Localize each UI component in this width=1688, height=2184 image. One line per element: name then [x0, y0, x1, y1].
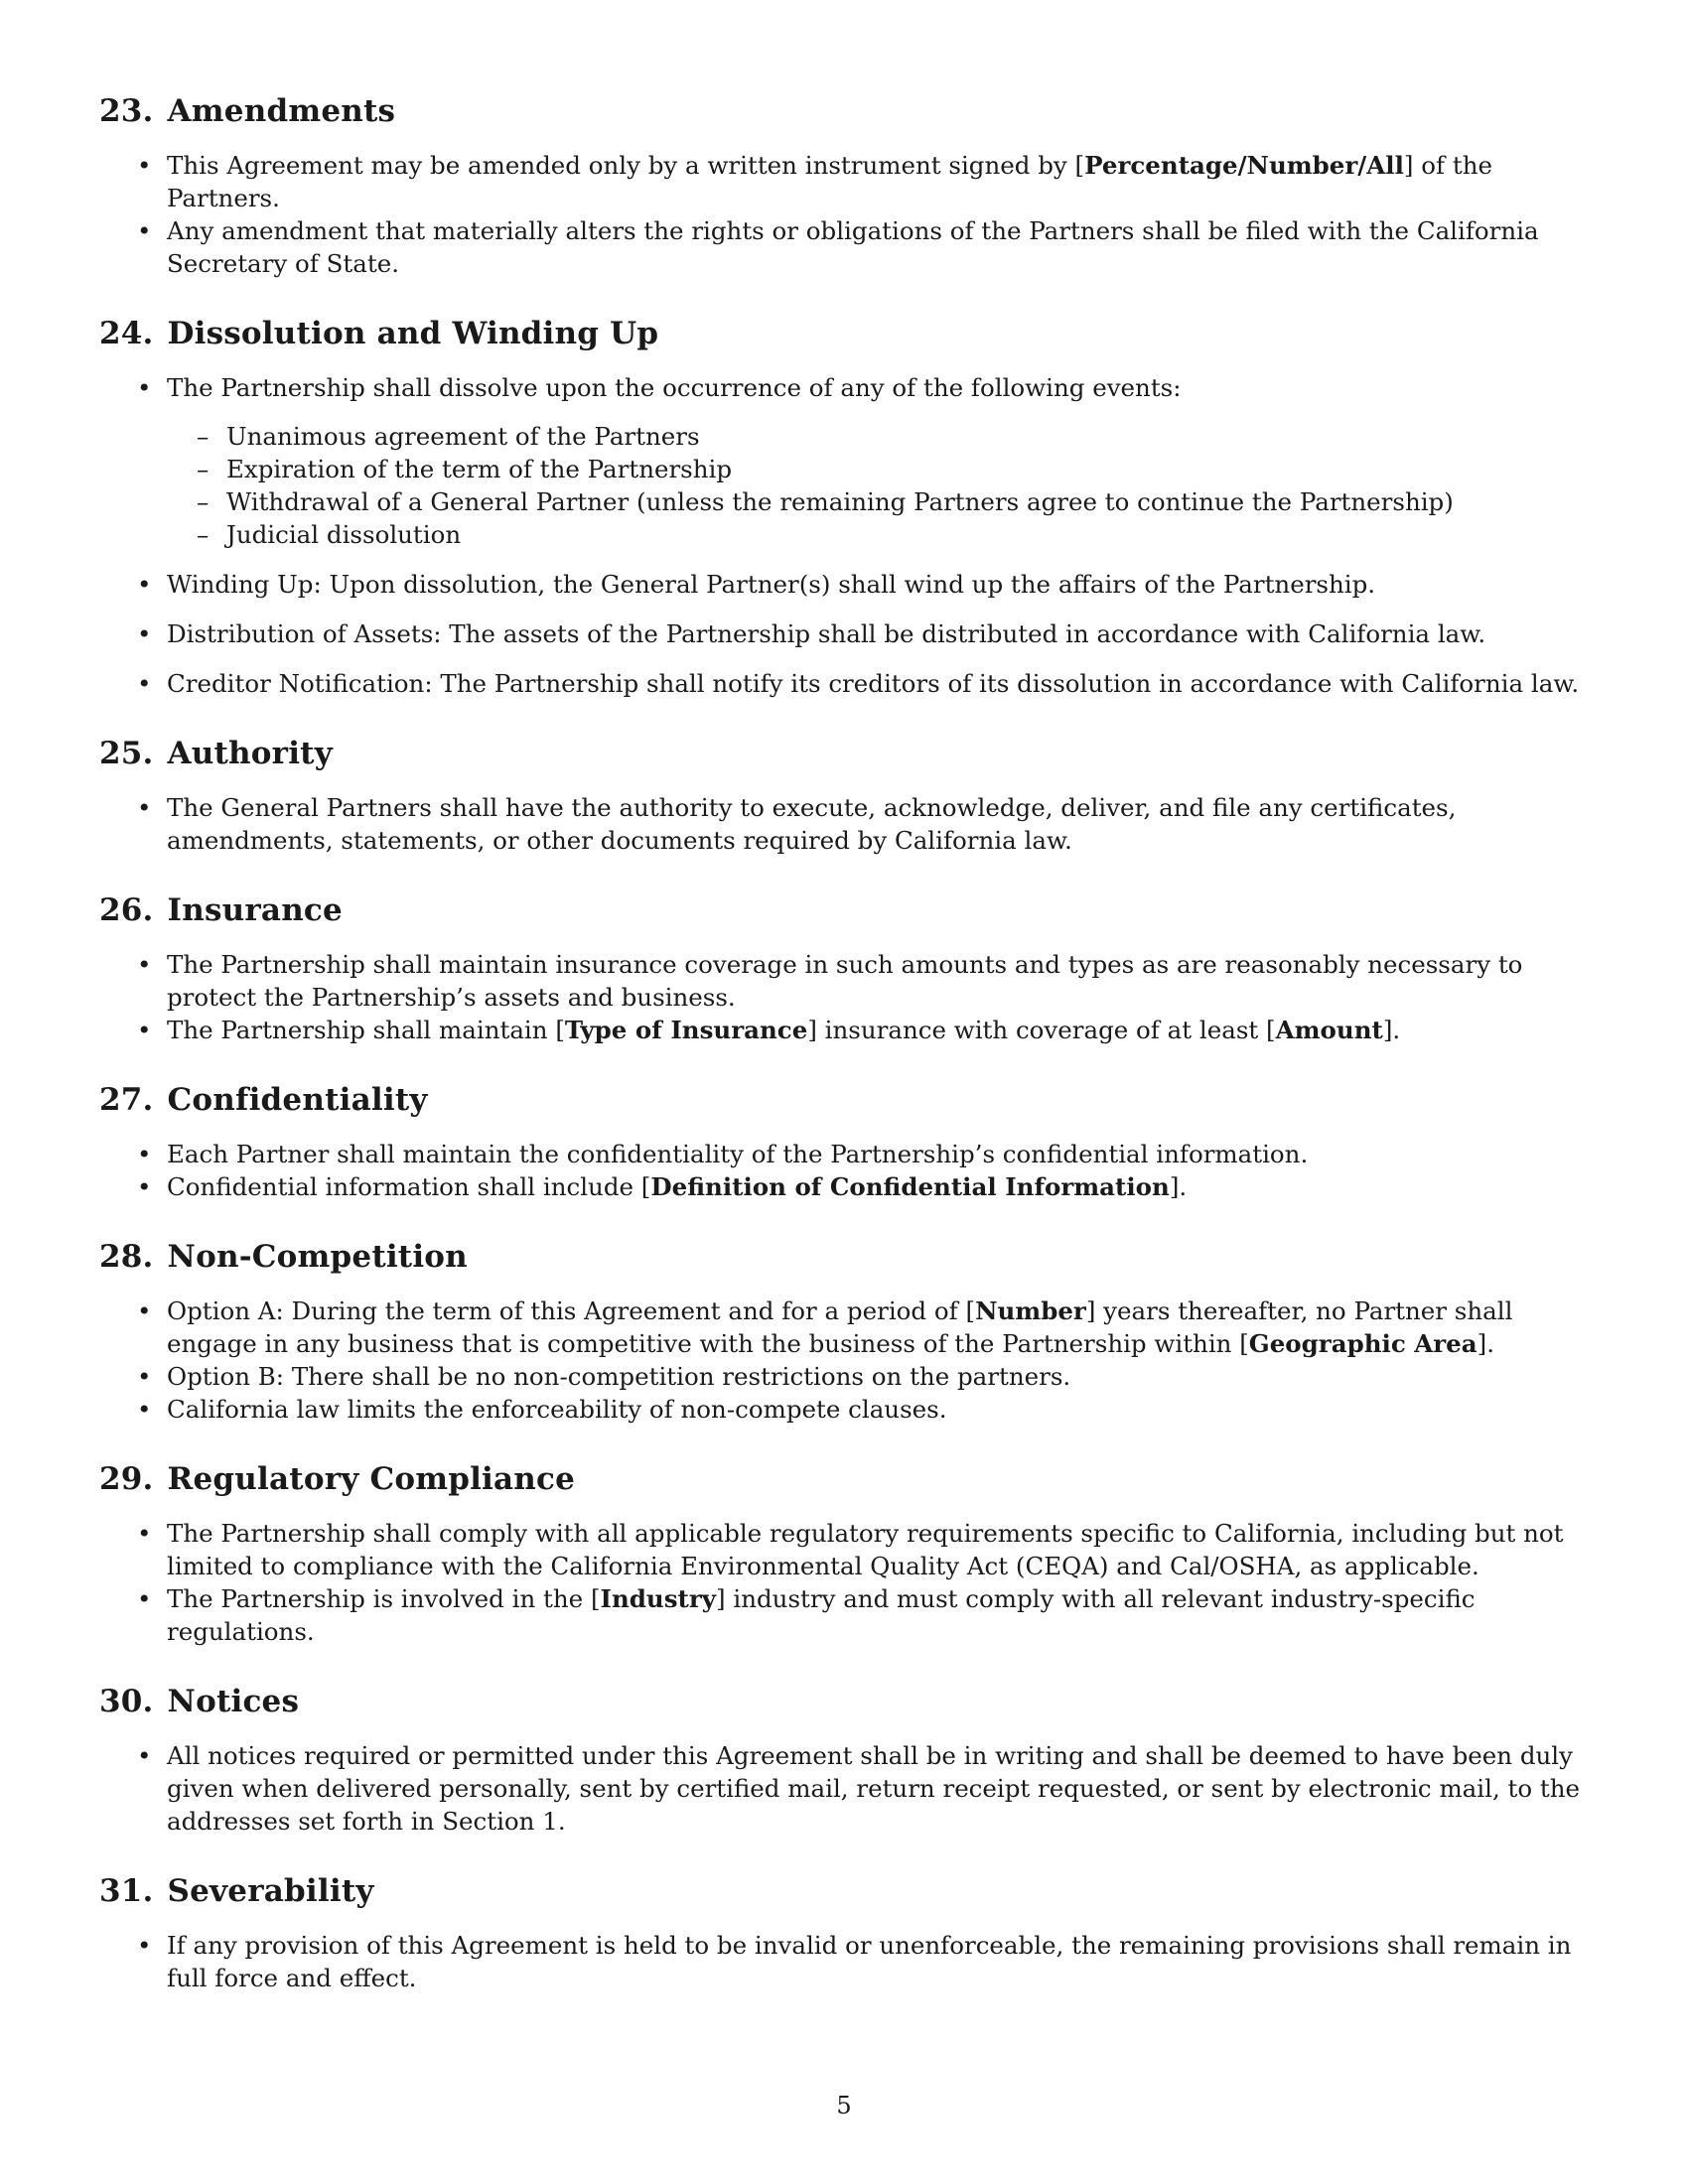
section-number: 24. — [99, 316, 154, 351]
list-item: • Distribution of Assets: The assets of the Partnership shall be distributed in accordance with California law. — [167, 617, 1609, 650]
section-title: Amendments — [167, 93, 396, 129]
section-number: 26. — [99, 892, 154, 928]
section-number: 30. — [99, 1684, 154, 1719]
section-number: 31. — [99, 1873, 154, 1909]
text-run: ]. — [1477, 1329, 1494, 1358]
section-number: 27. — [99, 1082, 154, 1118]
placeholder-field: Industry — [600, 1584, 717, 1613]
section-title: Dissolution and Winding Up — [167, 316, 659, 351]
bullet-list — [99, 1739, 1609, 1838]
list-item: • The General Partners shall have the authority to execute, acknowledge, deliver, and file any certificates, amendments, statements, or other documents required by California law. — [167, 791, 1609, 857]
bullet-list — [99, 948, 1609, 1046]
section-dissolution — [99, 314, 1609, 700]
section-heading — [99, 1871, 1609, 1911]
sub-list-item: – Expiration of the term of the Partnership — [226, 453, 1609, 485]
section-non-competition — [99, 1237, 1609, 1426]
section-heading — [99, 1237, 1609, 1277]
placeholder-field: Geographic Area — [1248, 1329, 1477, 1358]
list-item: • Each Partner shall maintain the confidentiality of the Partnership’s confidential information. — [167, 1138, 1609, 1170]
text-run: ] years thereafter, no Partner shall engage in any business that is competitive with the business of the Partnership within [ — [167, 1297, 1513, 1358]
bullet-list — [99, 1138, 1609, 1203]
list-item: • If any provision of this Agreement is held to be invalid or unenforceable, the remaining provisions shall remain in full force and effect. — [167, 1929, 1609, 1994]
text-run: ] industry and must comply with all relevant industry-specific regulations. — [167, 1584, 1476, 1646]
list-item — [167, 1582, 1609, 1648]
list-item — [167, 1170, 1609, 1203]
section-number: 28. — [99, 1239, 154, 1275]
list-item — [167, 149, 1609, 214]
text-run: This Agreement may be amended only by a written instrument signed by [ — [167, 151, 1085, 180]
section-number: 29. — [99, 1461, 154, 1497]
sub-list-item: – Withdrawal of a General Partner (unless the remaining Partners agree to continue the Partnership) — [226, 485, 1609, 518]
section-heading — [99, 890, 1609, 930]
bullet-list — [99, 149, 1609, 280]
section-severability — [99, 1871, 1609, 1994]
section-title: Non-Competition — [167, 1239, 468, 1275]
section-insurance — [99, 890, 1609, 1046]
list-item — [167, 371, 1609, 551]
list-item: • All notices required or permitted under this Agreement shall be in writing and shall be deemed to have been duly given when delivered personally, sent by certified mail, return receipt requested, or sent by electronic mail, to the addresses set forth in Section 1. — [167, 1739, 1609, 1838]
sub-list-item: – Judicial dissolution — [226, 518, 1609, 551]
text-run: ] of the Partners. — [167, 151, 1492, 212]
list-item: • Creditor Notification: The Partnership shall notify its creditors of its dissolution in accordance with California law. — [167, 667, 1609, 700]
list-item: • The Partnership shall maintain insurance coverage in such amounts and types as are reasonably necessary to protect the Partnership’s assets and business. — [167, 948, 1609, 1014]
list-item: • Option B: There shall be no non-competition restrictions on the partners. — [167, 1360, 1609, 1393]
sub-list-item: – Unanimous agreement of the Partners — [226, 420, 1609, 453]
section-heading — [99, 314, 1609, 353]
section-number: 23. — [99, 93, 154, 129]
text-run: The Partnership shall maintain [ — [167, 1016, 565, 1044]
section-number: 25. — [99, 736, 154, 771]
text-run: ]. — [1169, 1172, 1188, 1201]
sub-list — [167, 420, 1609, 551]
section-heading — [99, 1459, 1609, 1499]
page-number: 5 — [836, 2092, 852, 2119]
section-heading — [99, 1682, 1609, 1721]
text-run: The Partnership shall dissolve upon the occurrence of any of the following events: — [167, 373, 1182, 402]
section-confidentiality — [99, 1080, 1609, 1203]
bullet-list — [99, 371, 1609, 700]
section-title: Notices — [167, 1684, 300, 1719]
bullet-list — [99, 791, 1609, 857]
section-title: Confidentiality — [167, 1082, 428, 1118]
placeholder-field: Number — [975, 1297, 1086, 1325]
section-title: Insurance — [167, 892, 343, 928]
text-run: The Partnership is involved in the [ — [167, 1584, 601, 1613]
bullet-list — [99, 1929, 1609, 1994]
placeholder-field: Percentage/Number/All — [1084, 151, 1404, 180]
placeholder-field: Amount — [1275, 1016, 1383, 1044]
list-item: • Winding Up: Upon dissolution, the General Partner(s) shall wind up the affairs of the Partnership. — [167, 568, 1609, 601]
section-amendments — [99, 91, 1609, 280]
section-notices — [99, 1682, 1609, 1838]
text-run: ] insurance with coverage of at least [ — [807, 1016, 1276, 1044]
section-title: Severability — [167, 1873, 374, 1909]
list-item: • California law limits the enforceability of non-compete clauses. — [167, 1393, 1609, 1426]
placeholder-field: Type of Insurance — [564, 1016, 808, 1044]
section-title: Authority — [167, 736, 333, 771]
placeholder-field: Definition of Confidential Information — [650, 1172, 1170, 1201]
document-body — [99, 91, 1609, 2028]
list-item: • The Partnership shall comply with all applicable regulatory requirements specific to California, including but not limited to compliance with the California Environmental Quality Act (CEQA) and Cal/OSHA, as applicable. — [167, 1517, 1609, 1582]
section-heading — [99, 1080, 1609, 1120]
section-authority — [99, 734, 1609, 857]
list-item: • Any amendment that materially alters the rights or obligations of the Partners shall be filed with the California Secretary of State. — [167, 214, 1609, 280]
text-run: Option A: During the term of this Agreement and for a period of [ — [167, 1297, 976, 1325]
text-run: ]. — [1382, 1016, 1401, 1044]
list-item — [167, 1295, 1609, 1360]
section-regulatory-compliance — [99, 1459, 1609, 1648]
list-item — [167, 1014, 1609, 1046]
bullet-list — [99, 1295, 1609, 1426]
section-title: Regulatory Compliance — [167, 1461, 576, 1497]
section-heading — [99, 91, 1609, 131]
bullet-list — [99, 1517, 1609, 1648]
text-run: Confidential information shall include [ — [167, 1172, 651, 1201]
section-heading — [99, 734, 1609, 773]
